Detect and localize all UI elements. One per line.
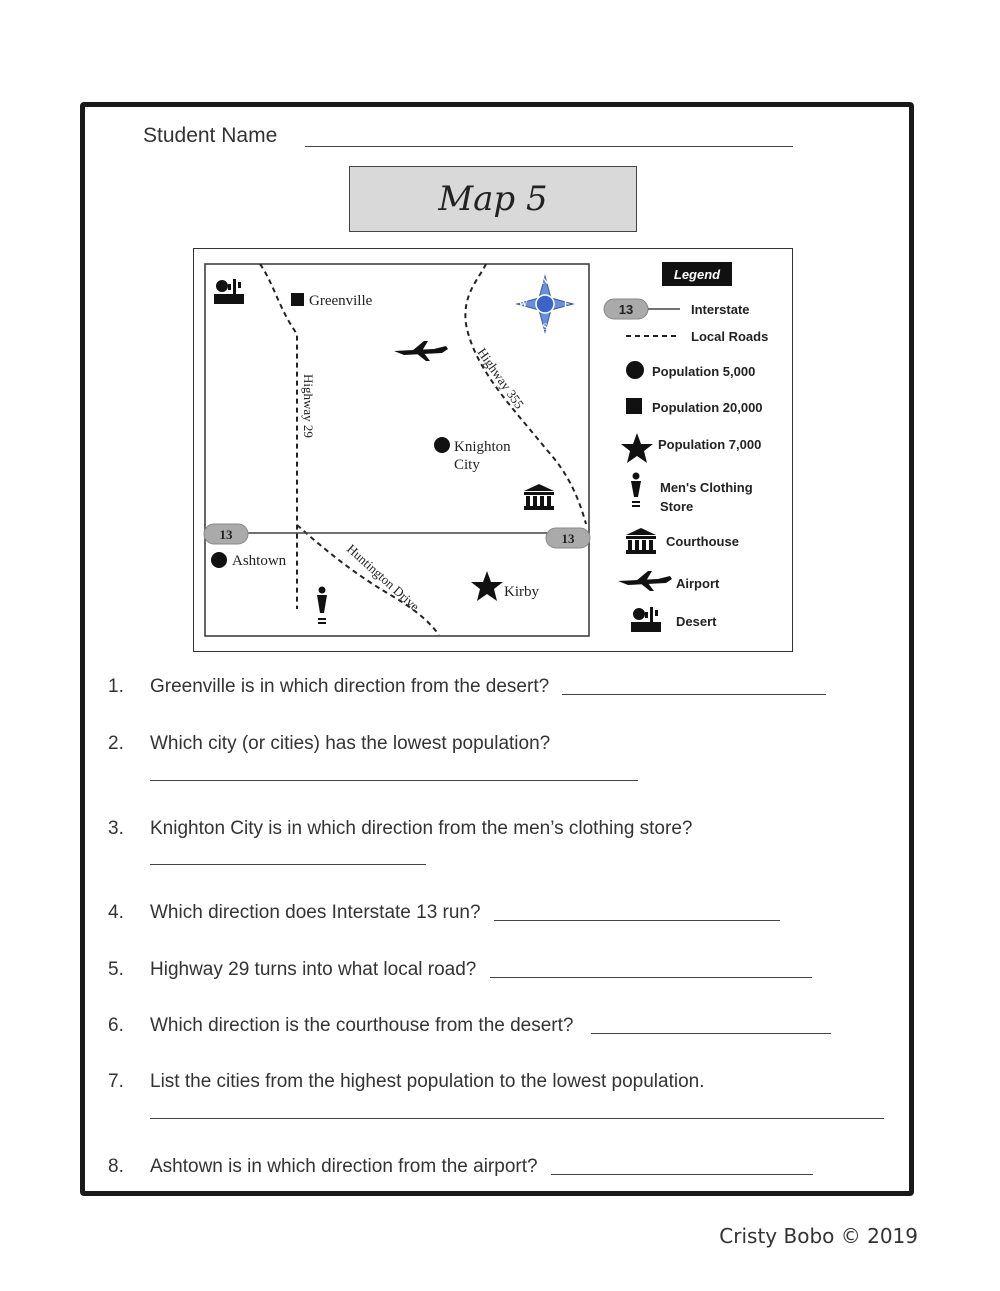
copyright-notice: Cristy Bobo © 2019: [719, 1224, 918, 1248]
answer-1-field[interactable]: [562, 676, 826, 695]
legend-airplane-icon: [618, 571, 672, 591]
huntington-drive-label: Huntington Drive: [343, 541, 423, 614]
map-svg: [194, 249, 794, 653]
question-3: 3. Knighton City is in which direction from the men’s clothing store?: [108, 818, 693, 839]
map-figure: [193, 248, 793, 652]
svg-text:N: N: [541, 276, 549, 286]
answer-4-field[interactable]: [494, 902, 780, 921]
answer-2-field[interactable]: [150, 780, 638, 781]
svg-text:W: W: [518, 299, 528, 309]
svg-text:13: 13: [219, 527, 233, 542]
student-name-label: Student Name: [143, 124, 278, 147]
knighton-label-line1: Knighton: [454, 439, 511, 455]
answer-8-field[interactable]: [551, 1156, 813, 1175]
map-legend: [604, 262, 768, 632]
legend-square-icon: [626, 398, 642, 414]
question-5: 5. Highway 29 turns into what local road?: [108, 959, 812, 981]
greenville-label: Greenville: [309, 293, 373, 309]
legend-mens-label-line1: Men's Clothing: [660, 480, 753, 495]
kirby-label: Kirby: [504, 584, 539, 600]
legend-courthouse-label: Courthouse: [666, 534, 739, 549]
answer-7-field[interactable]: [150, 1118, 884, 1119]
question-1: 1. Greenville is in which direction from the desert?: [108, 676, 826, 698]
highway-29-label: Highway 29: [301, 374, 316, 438]
legend-local-roads-label: Local Roads: [691, 329, 769, 344]
legend-star-icon: [621, 433, 653, 463]
population-5000-dot-icon: [211, 552, 227, 568]
answer-6-field[interactable]: [591, 1015, 831, 1034]
population-20000-square-icon: [291, 293, 304, 306]
legend-courthouse-icon: [626, 528, 656, 554]
legend-pop20000-label: Population 20,000: [652, 400, 763, 415]
legend-mens-clothing-icon: [631, 473, 641, 508]
legend-title: Legend: [673, 267, 721, 282]
legend-desert-label: Desert: [676, 614, 717, 629]
legend-desert-icon: [631, 607, 661, 632]
answer-3-field[interactable]: [150, 864, 426, 865]
student-name-field[interactable]: [305, 146, 793, 147]
map-title: Map 5: [349, 166, 637, 232]
legend-mens-label-line2: Store: [660, 499, 694, 514]
question-8: 8. Ashtown is in which direction from the airport?: [108, 1156, 813, 1178]
legend-dot-icon: [626, 361, 644, 379]
legend-pop7000-label: Population 7,000: [658, 437, 762, 452]
population-5000-dot-icon: [434, 437, 450, 453]
svg-text:13: 13: [618, 302, 634, 317]
svg-text:E: E: [563, 299, 571, 309]
question-4: 4. Which direction does Interstate 13 run?: [108, 902, 780, 924]
svg-text:13: 13: [561, 531, 575, 546]
svg-text:S: S: [542, 322, 548, 332]
question-2: 2. Which city (or cities) has the lowest population?: [108, 733, 551, 754]
interstate-shield-west: [204, 524, 248, 544]
highway-355-label: Highway 355: [474, 345, 528, 412]
question-6: 6. Which direction is the courthouse from the desert?: [108, 1015, 831, 1037]
knighton-label-line2: City: [454, 457, 480, 473]
question-7: 7. List the cities from the highest population to the lowest population.: [108, 1071, 705, 1092]
ashtown-label: Ashtown: [232, 553, 287, 569]
interstate-shield-east: [546, 528, 590, 548]
legend-interstate-label: Interstate: [691, 302, 750, 317]
legend-airport-label: Airport: [676, 576, 720, 591]
legend-pop5000-label: Population 5,000: [652, 364, 756, 379]
answer-5-field[interactable]: [490, 959, 812, 978]
